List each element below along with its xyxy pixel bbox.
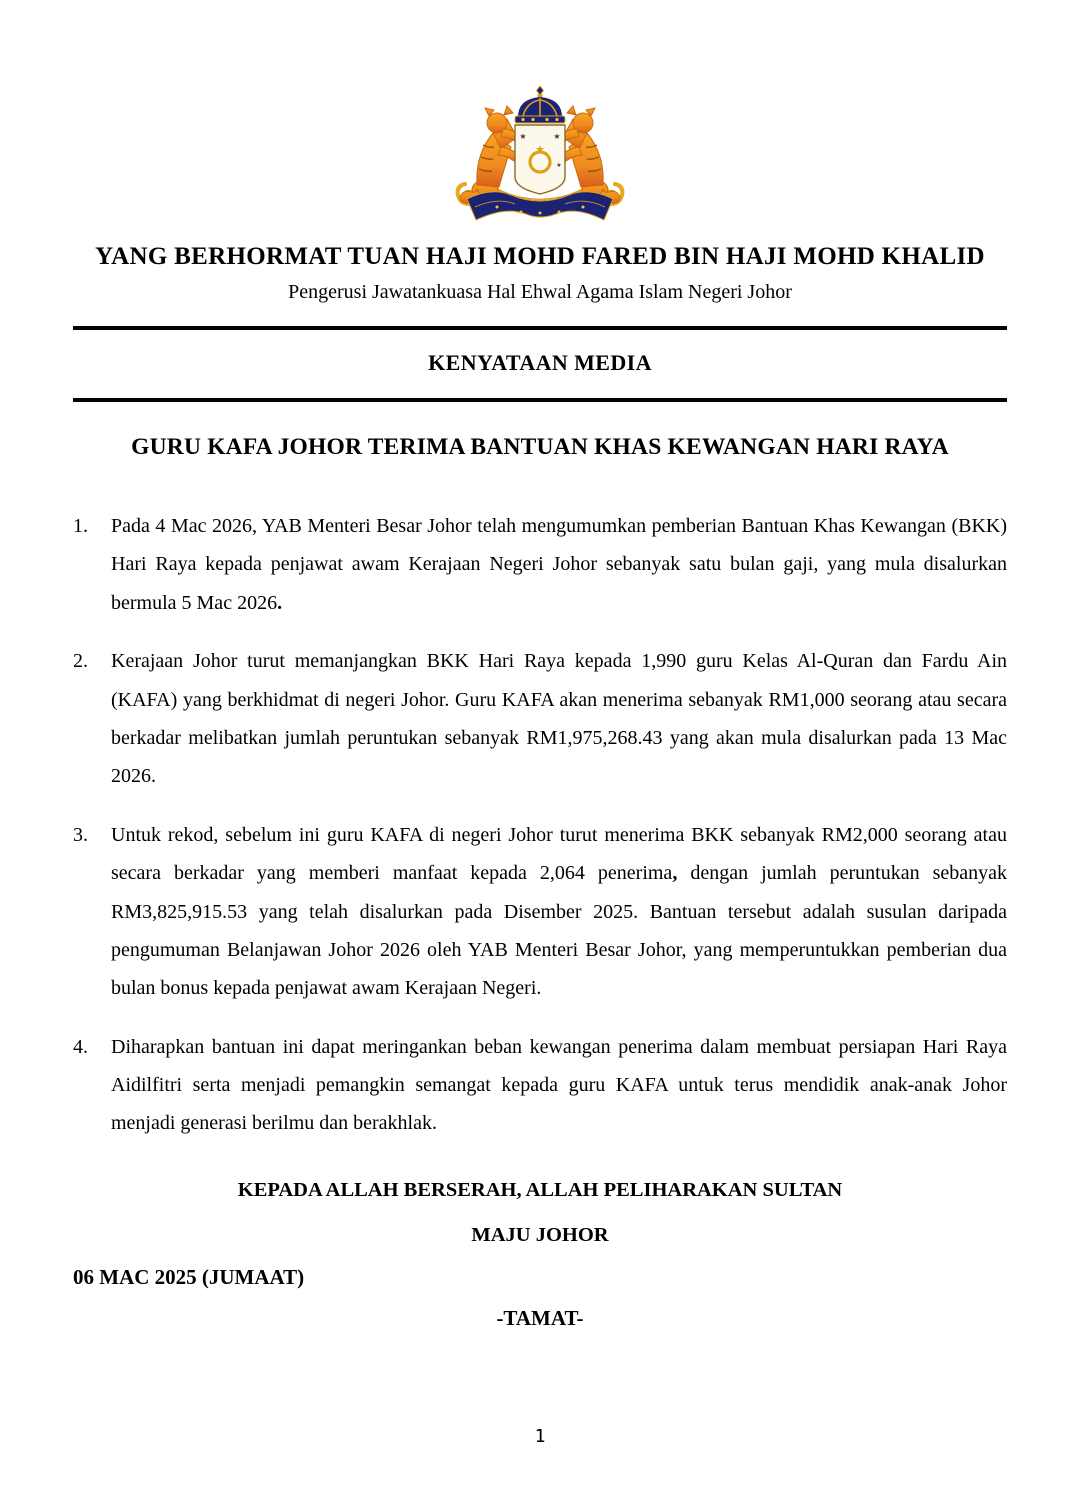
press-release-paragraph bbox=[73, 1028, 1007, 1143]
press-release-paragraph bbox=[73, 642, 1007, 796]
tiger-right-icon bbox=[562, 106, 622, 204]
paragraph-text: Kerajaan Johor turut memanjangkan BKK Hari Raya kepada 1,990 guru Kelas Al-Quran dan Fardu Ain (KAFA) yang berkhidmat di negeri Johor. Guru KAFA akan menerima sebanyak RM1,000 seorang atau secara berkadar melibatkan jumlah peruntukan sebanyak RM1,975,268.43 yang akan mula disalurkan pada 13 Mac 2026. bbox=[111, 650, 1007, 788]
divider-rule-top bbox=[73, 326, 1007, 330]
divider-rule-bottom bbox=[73, 398, 1007, 402]
paragraph-text: Diharapkan bantuan ini dapat meringankan beban kewangan penerima dalam membuat persiapan Hari Raya Aidilfitri serta menjadi pemangkin semangat kepada guru KAFA untuk terus mendidik anak-anak Johor menjadi generasi berilmu dan berakhlak. bbox=[111, 1035, 1007, 1135]
press-release-title: GURU KAFA JOHOR TERIMA BANTUAN KHAS KEWANGAN HARI RAYA bbox=[131, 434, 949, 460]
paragraph-number: 2. bbox=[73, 650, 88, 673]
state-motto-line: KEPADA ALLAH BERSERAH, ALLAH PELIHARAKAN SULTAN bbox=[237, 1178, 843, 1201]
paragraph-list bbox=[73, 507, 1007, 1143]
statement-type-heading: KENYATAAN MEDIA bbox=[428, 350, 652, 375]
svg-text:★: ★ bbox=[535, 143, 545, 156]
official-name: YANG BERHORMAT TUAN HAJI MOHD FARED BIN HAJI MOHD KHALID bbox=[95, 243, 985, 270]
state-slogan-line: MAJU JOHOR bbox=[471, 1223, 609, 1246]
end-marker: -TAMAT- bbox=[496, 1305, 584, 1330]
press-release-paragraph bbox=[73, 507, 1007, 622]
paragraph-number: 1. bbox=[73, 515, 88, 537]
crown-icon bbox=[515, 86, 565, 123]
svg-text:★: ★ bbox=[556, 162, 562, 169]
johor-coat-of-arms bbox=[73, 85, 1007, 235]
ribbon-icon bbox=[467, 192, 613, 220]
official-role: Pengerusi Jawatankuasa Hal Ehwal Agama Islam Negeri Johor bbox=[288, 281, 792, 303]
tiger-left-icon bbox=[458, 106, 518, 204]
release-date: 06 MAC 2025 (JUMAAT) bbox=[73, 1264, 305, 1289]
paragraph-number: 3. bbox=[73, 823, 88, 846]
page-number: 1 bbox=[534, 1426, 546, 1447]
svg-text:★: ★ bbox=[553, 132, 561, 141]
press-release-paragraph bbox=[73, 816, 1007, 1008]
paragraph-text: Untuk rekod, sebelum ini guru KAFA di negeri Johor turut menerima BKK sebanyak RM2,000 seorang atau secara berkadar yang memberi manfaat kepada 2,064 penerima, dengan jumlah peruntukan sebanyak RM3,825,915.53 yang telah disalurkan pada Disember 2025. Bantuan tersebut adalah susulan daripada pengumuman Belanjawan Johor 2026 oleh YAB Menteri Besar Johor, yang memperuntukkan pemberian dua bulan bonus kepada penjawat awam Kerajaan Negeri. bbox=[111, 823, 1007, 1000]
paragraph-number: 4. bbox=[73, 1035, 88, 1058]
coat-of-arms-icon bbox=[454, 85, 626, 235]
paragraph-text: Pada 4 Mac 2026, YAB Menteri Besar Johor telah mengumumkan pemberian Bantuan Khas Kewangan (BKK) Hari Raya kepada penjawat awam Kerajaan Negeri Johor sebanyak satu bulan gaji, yang mula disalurkan bermula 5 Mac 2026. bbox=[111, 515, 1007, 614]
svg-text:★: ★ bbox=[519, 132, 527, 141]
shield-icon bbox=[515, 125, 565, 194]
